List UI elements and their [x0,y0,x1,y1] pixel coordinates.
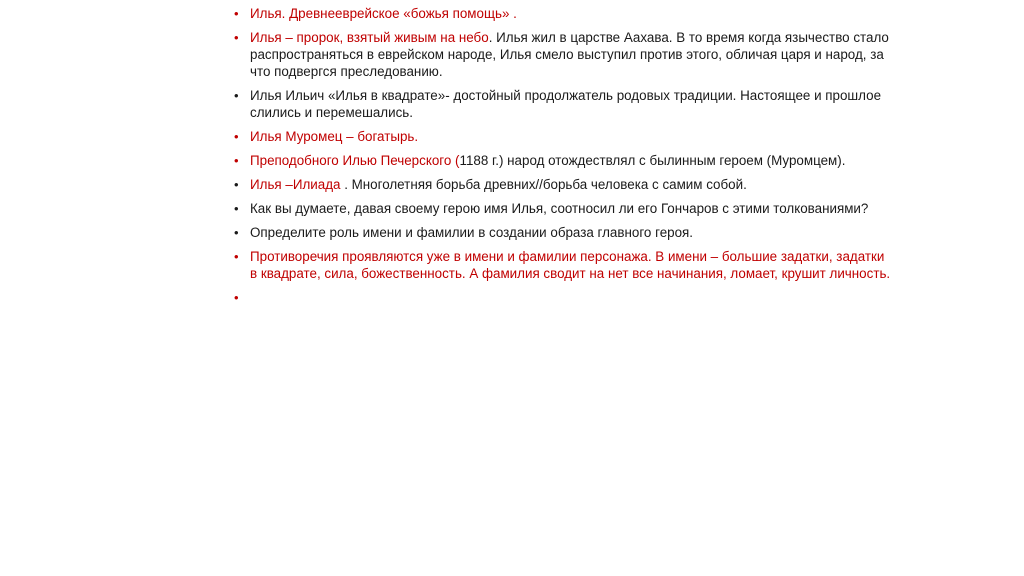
list-item [232,224,892,241]
bullet-icon: • [234,249,239,264]
item-red-text: Преподобного Илью Печерского ( [250,153,460,168]
bullet-list [232,5,892,305]
bullet-icon: • [234,30,239,45]
bullet-icon: • [234,177,239,192]
item-red-text: Илья Муромец – богатырь. [250,129,419,144]
item-text: . Илья жил в царстве Аахава. В то время когда язычество стало распространяться в еврейском народе, Илья смело выступил против этого, обличая царя и народ, за что подвергся преследованию. [250,30,889,79]
item-red-text: Илья –Илиада [250,177,345,192]
list-item [232,5,892,22]
list-item [232,200,892,217]
bullet-icon: • [234,153,239,168]
bullet-icon: • [234,6,239,21]
item-text: 1188 г.) народ отождествлял с былинным героем (Муромцем). [459,153,846,168]
item-text: Как вы думаете, давая своему герою имя Илья, соотносил ли его Гончаров с этими толкованиями? [250,201,869,216]
list-item [232,248,892,282]
list-item [232,152,892,169]
list-item [232,176,892,193]
item-text: Определите роль имени и фамилии в создании образа главного героя. [250,225,694,240]
item-red-text: Илья – пророк, взятый живым на небо [250,30,489,45]
bullet-icon: • [234,129,239,144]
item-red-text: Противоречия проявляются уже в имени и фамилии персонажа. В имени – большие задатки, задатки в квадрате, сила, божественность. А фамилия сводит на нет все начинания, ломает, крушит личность. [250,249,891,281]
list-item [232,87,892,121]
bullet-icon: • [234,225,239,240]
bullet-icon: • [234,201,239,216]
item-text: . Многолетняя борьба древних//борьба человека с самим собой. [344,177,747,192]
item-text: Илья Ильич «Илья в квадрате»- достойный продолжатель родовых традиции. Настоящее и прошлое слились и перемешались. [250,88,882,120]
list-item [232,128,892,145]
item-red-text: Илья. Древнееврейское «божья помощь» . [250,6,517,21]
bullet-icon: • [234,290,239,305]
bullet-icon: • [234,88,239,103]
list-item [232,29,892,80]
